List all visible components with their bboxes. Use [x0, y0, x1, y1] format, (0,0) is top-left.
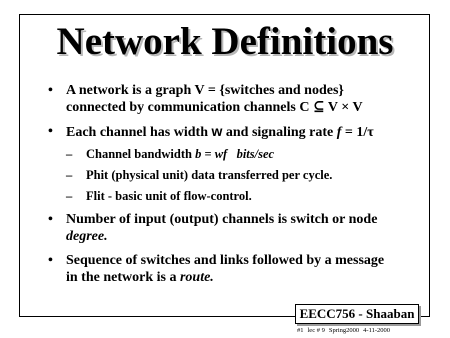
footer-lecture: lec # 9: [307, 327, 325, 334]
unit-bits-sec: bits/sec: [227, 147, 275, 161]
bullet-text: in the network is a: [66, 270, 180, 285]
bullet-text: A network is a graph V = {switches and nodes}: [66, 83, 344, 98]
sub-text: =: [201, 147, 215, 161]
sub-bullet-bandwidth: [46, 146, 428, 162]
bullet-text: Number of input (output) channels is switch or node: [66, 212, 378, 227]
slide-footer: [297, 327, 394, 335]
slide-title: Network Definitions: [56, 20, 394, 63]
bullet-degree: [46, 211, 428, 245]
bullet-network-graph: [46, 82, 428, 116]
subset-symbol: ⊆: [312, 100, 325, 115]
bullet-route: [46, 252, 428, 286]
var-tau: τ: [367, 125, 374, 140]
times-symbol: ×: [341, 100, 350, 115]
bullet-text: Sequence of switches and links followed by a message: [66, 253, 385, 268]
var-b: b: [195, 147, 202, 161]
term-degree: degree.: [66, 229, 108, 244]
bullet-text: connected by communication channels C: [66, 100, 313, 115]
sub-text: Channel bandwidth: [86, 147, 196, 161]
footer-date: 4-11-2000: [363, 327, 391, 334]
var-f: f: [336, 125, 342, 140]
var-wf: wf: [214, 147, 228, 161]
bullet-text: Each channel has width: [66, 125, 212, 140]
bullet-text: V: [349, 100, 363, 115]
var-w: w: [211, 123, 223, 139]
bullet-channel-width: [46, 123, 428, 141]
footer-term: Spring2000: [328, 327, 360, 334]
footer-slide-number: #1: [297, 327, 304, 334]
course-badge: EECC756 - Shaaban: [295, 304, 419, 324]
term-route: route.: [179, 270, 214, 285]
sub-bullet-phit: – Phit (physical unit) data transferred per cycle.: [46, 167, 428, 183]
slide-content: [46, 82, 428, 286]
bullet-text: = 1/: [341, 125, 368, 140]
bullet-text: V: [324, 100, 342, 115]
sub-bullet-flit: – Flit - basic unit of flow-control.: [46, 188, 428, 204]
bullet-text: and signaling rate: [222, 125, 337, 140]
